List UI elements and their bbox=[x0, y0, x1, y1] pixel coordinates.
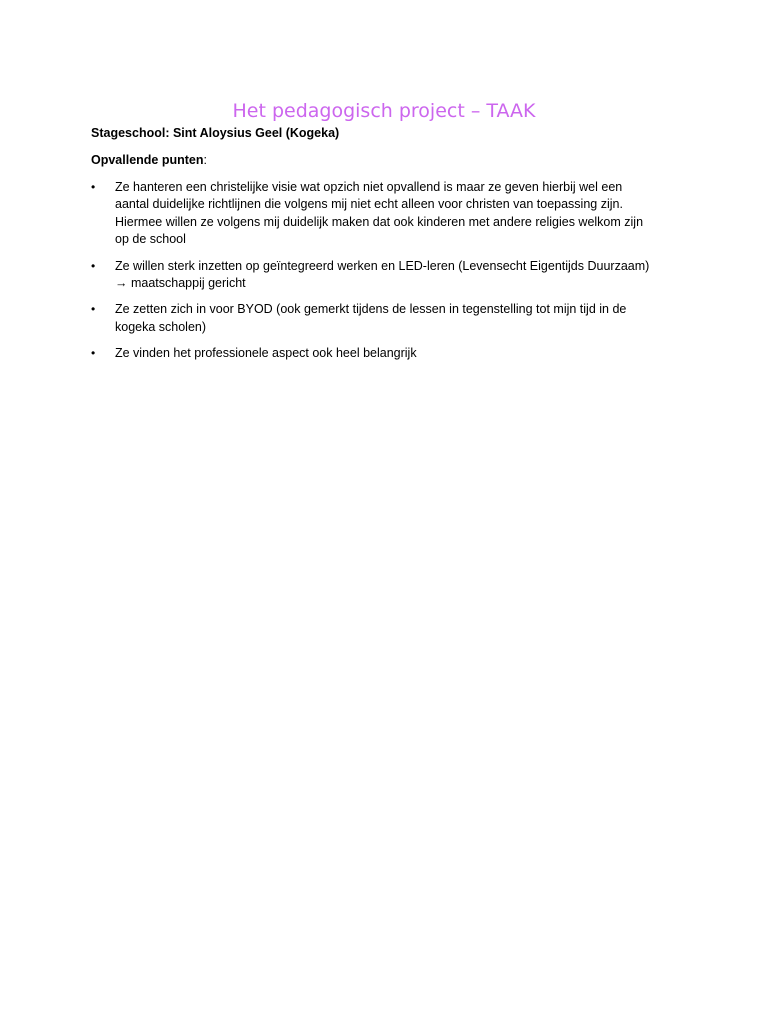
bullet-icon: • bbox=[91, 302, 96, 317]
document-title: Het pedagogisch project – TAAK bbox=[232, 100, 536, 122]
bullet-icon: • bbox=[91, 258, 96, 273]
points-heading bbox=[91, 152, 207, 169]
points-list bbox=[91, 179, 671, 372]
bullet-icon: • bbox=[91, 346, 96, 361]
list-item-line: Ze vinden het professionele aspect ook heel belangrijk bbox=[115, 346, 417, 361]
list-item bbox=[91, 301, 671, 336]
list-item-line: Ze willen sterk inzetten op geïntegreerd werken en LED-leren (Levensecht Eigentijds Duurzaam) bbox=[115, 258, 650, 273]
list-item-line: → maatschappij gericht bbox=[115, 276, 246, 291]
list-item-line: aantal duidelijke richtlijnen die volgens mij niet echt alleen voor christen van toepassing zijn. bbox=[115, 197, 623, 212]
list-item-line: Ze zetten zich in voor BYOD (ook gemerkt tijdens de lessen in tegenstelling tot mijn tijd in de bbox=[115, 302, 627, 317]
list-item-line: Ze hanteren een christelijke visie wat opzich niet opvallend is maar ze geven hierbij wel een bbox=[115, 180, 623, 194]
points-colon: : bbox=[203, 153, 207, 167]
school-line bbox=[91, 125, 339, 142]
list-item bbox=[91, 258, 671, 293]
bullet-icon: • bbox=[91, 180, 96, 194]
school-label: Stageschool: Sint Aloysius Geel (Kogeka) bbox=[91, 126, 340, 140]
list-item bbox=[91, 179, 671, 249]
list-item bbox=[91, 345, 671, 362]
list-item-line: Hiermee willen ze volgens mij duidelijk maken dat ook kinderen met andere religies welkom zijn bbox=[115, 214, 644, 229]
list-item-line: op de school bbox=[115, 232, 186, 247]
list-item-line: kogeka scholen) bbox=[115, 319, 207, 334]
points-label: Opvallende punten bbox=[91, 153, 204, 167]
